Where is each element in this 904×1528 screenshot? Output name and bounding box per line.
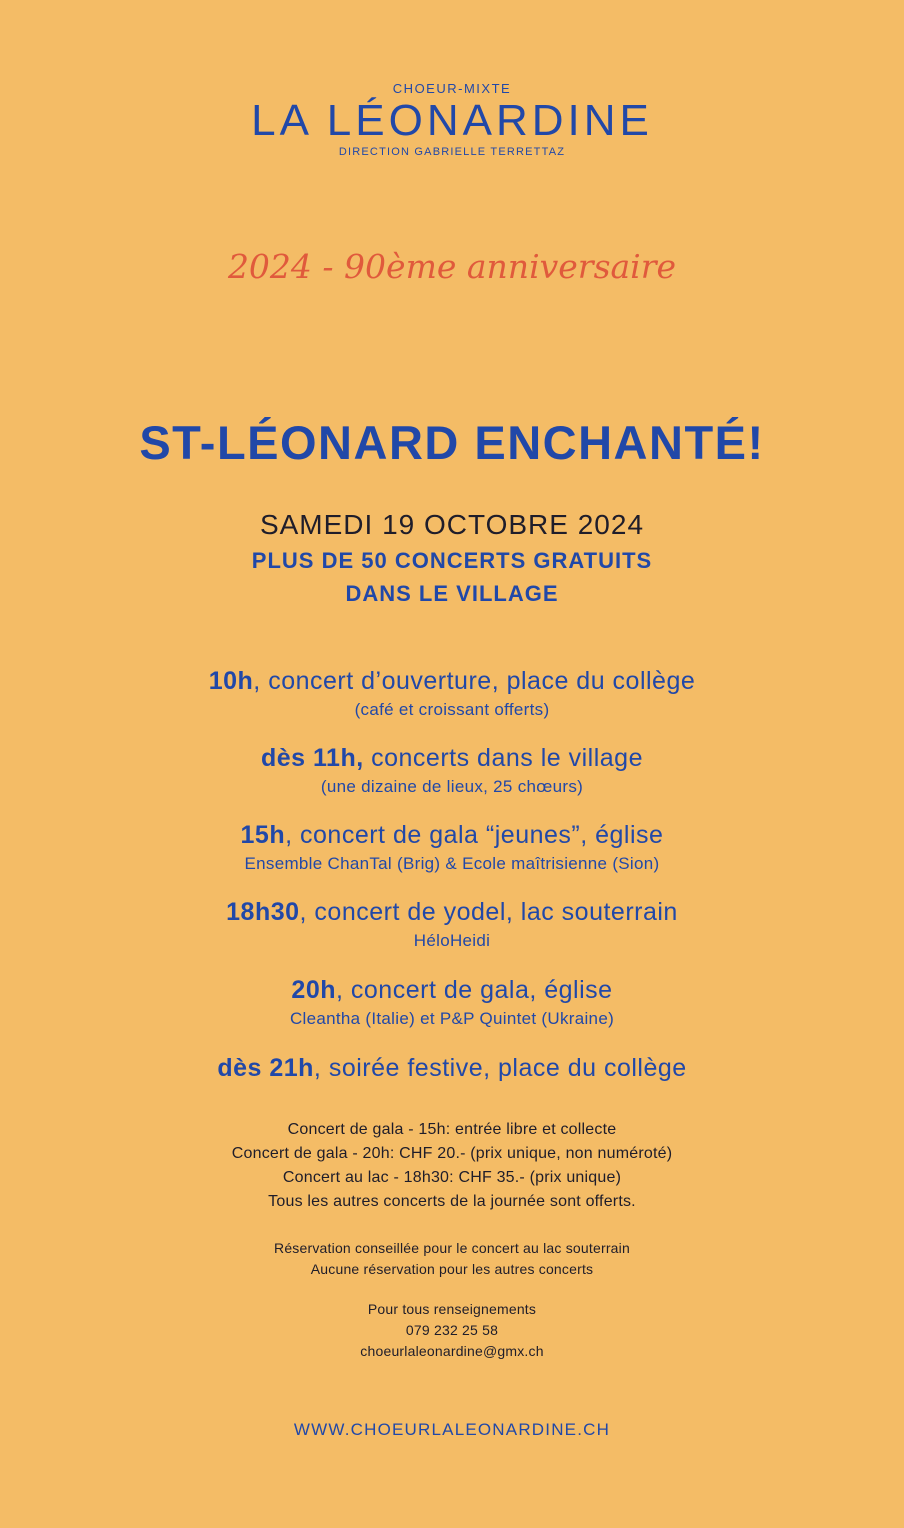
page-title: ST-LÉONARD ENCHANTÉ! xyxy=(139,416,765,469)
program-time: 20h xyxy=(291,976,337,1004)
program-item xyxy=(0,741,904,799)
program-item xyxy=(0,973,904,1031)
program-time: 15h xyxy=(240,821,286,849)
program-detail: (café et croissant offerts) xyxy=(354,700,550,719)
program-item xyxy=(0,1051,904,1085)
direction-label: DIRECTION GABRIELLE TERRETTAZ xyxy=(338,146,566,158)
program-description: , concert de gala, église xyxy=(336,976,613,1004)
program-time: 10h xyxy=(208,667,254,695)
event-date: SAMEDI 19 OCTOBRE 2024 xyxy=(259,509,645,540)
program-description: , soirée festive, place du collège xyxy=(313,1054,687,1082)
program-description: , concert de yodel, lac souterrain xyxy=(299,898,678,926)
contact-phone[interactable]: 079 232 25 58 xyxy=(405,1322,499,1338)
website-link[interactable]: WWW.CHOEURLALEONARDINE.CH xyxy=(293,1420,611,1439)
choir-name: LA LÉONARDINE xyxy=(251,96,653,145)
contact-email[interactable]: choeurlaleonardine@gmx.ch xyxy=(360,1343,544,1359)
pricing-line: Concert au lac - 18h30: CHF 35.- (prix unique) xyxy=(282,1169,622,1186)
program-detail: HéloHeidi xyxy=(413,931,491,950)
program-description: , concert de gala “jeunes”, église xyxy=(285,821,664,849)
program-time: 18h30 xyxy=(226,898,300,926)
pricing-line: Concert de gala - 20h: CHF 20.- (prix unique, non numéroté) xyxy=(231,1145,673,1162)
program-item xyxy=(0,818,904,876)
subtitle-line-2: DANS LE VILLAGE xyxy=(345,581,559,606)
program-detail: Ensemble ChanTal (Brig) & Ecole maîtrisienne (Sion) xyxy=(244,854,660,873)
choeur-mixte-label: CHOEUR-MIXTE xyxy=(392,81,512,96)
program-description: , concert d’ouverture, place du collège xyxy=(253,667,696,695)
pricing-line: Tous les autres concerts de la journée sont offerts. xyxy=(268,1193,636,1210)
program-item xyxy=(0,895,904,953)
program-detail: Cleantha (Italie) et P&P Quintet (Ukraine) xyxy=(289,1009,615,1028)
program-item xyxy=(0,664,904,722)
contact-heading: Pour tous renseignements xyxy=(367,1301,537,1317)
program-description: concerts dans le village xyxy=(363,744,643,772)
reservation-line: Réservation conseillée pour le concert au lac souterrain xyxy=(274,1240,630,1256)
anniversary-tagline: 2024 - 90ème anniversaire xyxy=(227,247,677,286)
reservation-line: Aucune réservation pour les autres concerts xyxy=(310,1261,594,1277)
pricing-line: Concert de gala - 15h: entrée libre et collecte xyxy=(287,1121,617,1138)
program-detail: (une dizaine de lieux, 25 chœurs) xyxy=(320,777,584,796)
program-time: dès 11h, xyxy=(261,744,364,772)
subtitle-line-1: PLUS DE 50 CONCERTS GRATUITS xyxy=(251,548,653,573)
program-time: dès 21h xyxy=(217,1054,314,1082)
